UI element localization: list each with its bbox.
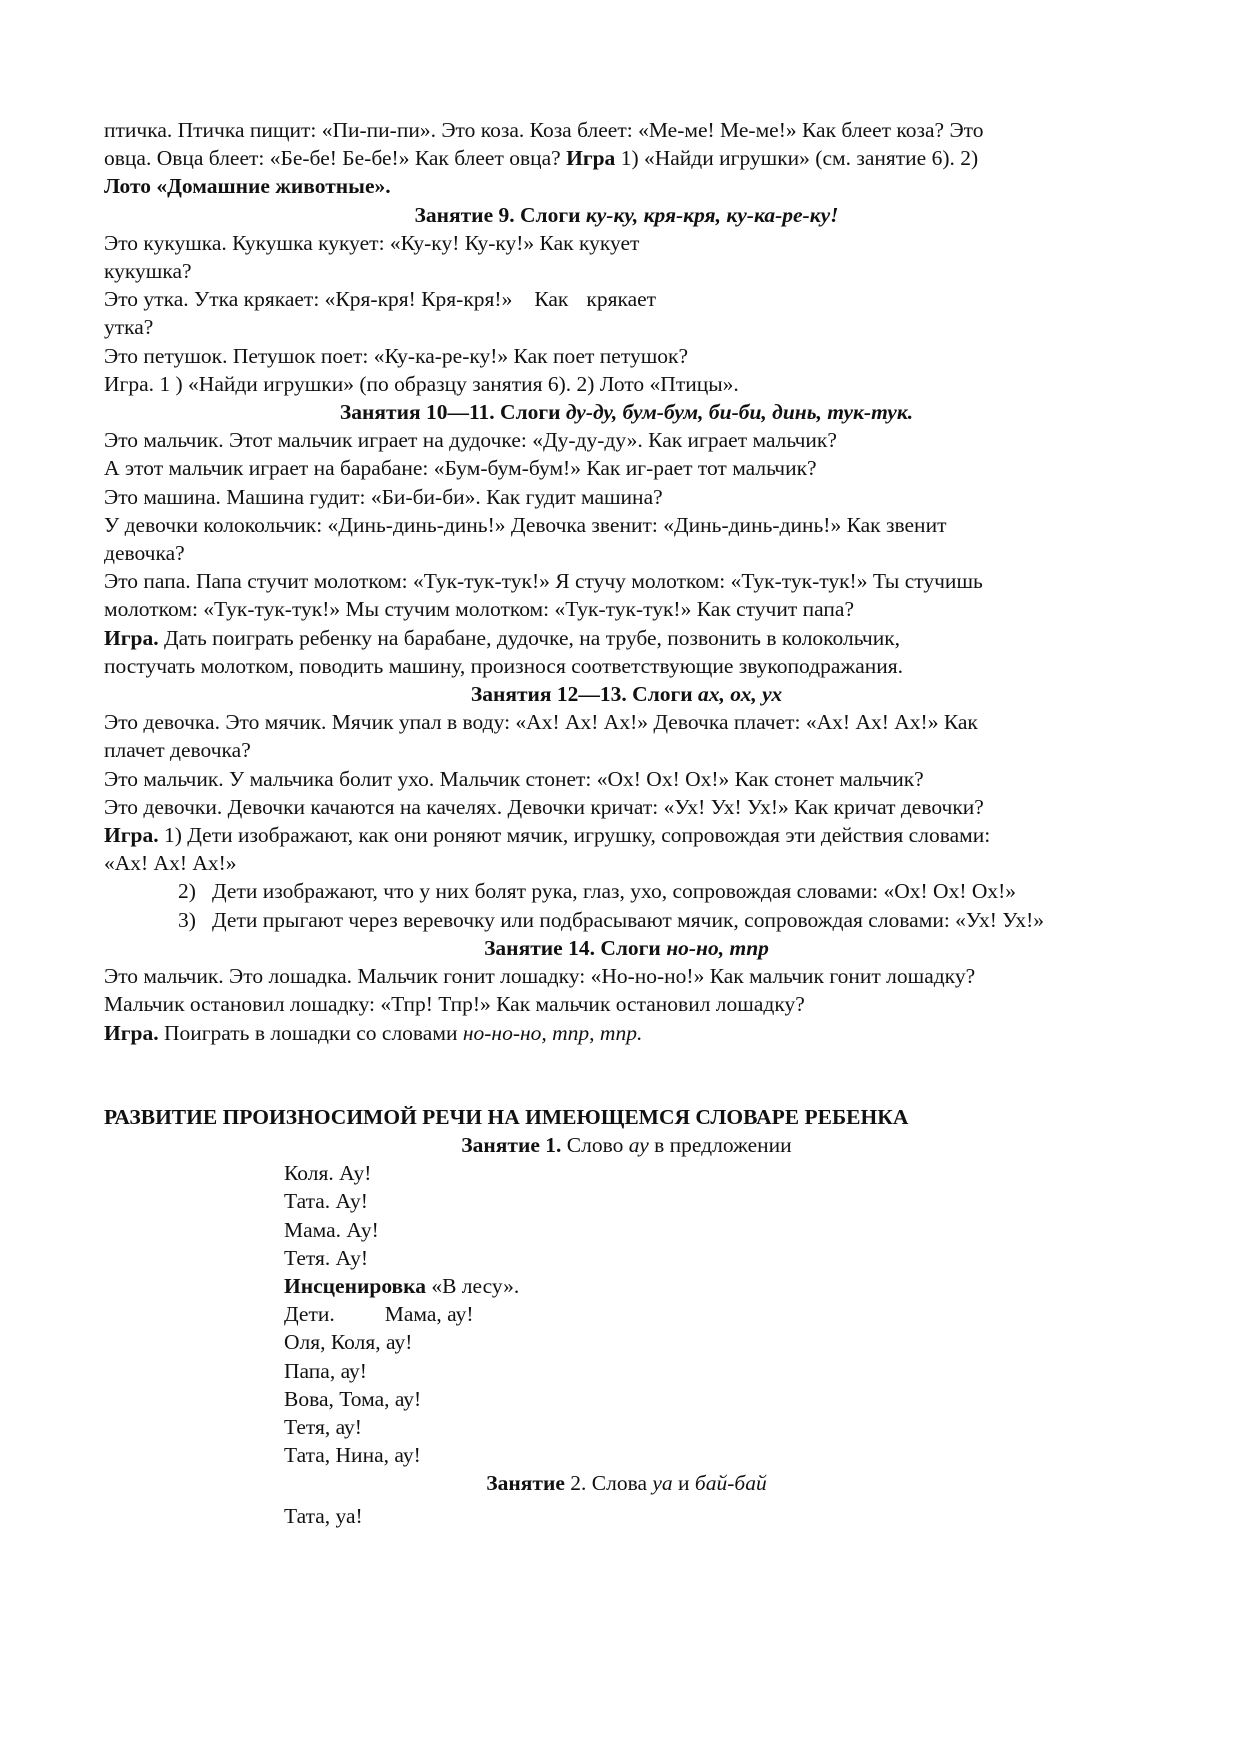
- text: «В лесу».: [431, 1273, 520, 1298]
- game-label: Игра.: [104, 625, 159, 650]
- heading-syllables: ах, ох, ух: [698, 682, 783, 707]
- heading-text: Занятия 10—11. Слоги: [339, 400, 561, 425]
- dialogue-line: Тата, уа!: [284, 1503, 363, 1528]
- word: ау: [628, 1132, 649, 1157]
- game-label: Игра.: [104, 823, 159, 848]
- paragraph: Это петушок. Петушок поет: «Ку-ка-ре-ку!» Как поет петушок?: [104, 343, 688, 368]
- paragraph: А этот мальчик играет на барабане: «Бум-бум-бум!» Как иг-рает тот мальчик?: [104, 456, 817, 481]
- staging-label: Инсценировка: [284, 1273, 426, 1298]
- heading-syllables: но-но, тпр: [666, 935, 769, 960]
- item-text: Дети прыгают через веревочку или подбрасывают мячик, сопровождая словами: «Ух! Ух!»: [212, 907, 1045, 932]
- heading-text: Занятие 14. Слоги: [484, 935, 661, 960]
- dialogue-block: [104, 1159, 1149, 1469]
- game-label: Игра: [566, 146, 616, 171]
- paragraph: девочка?: [104, 541, 185, 566]
- lesson-heading: [104, 934, 1149, 962]
- dialogue-line: Коля. Ау!: [284, 1161, 372, 1186]
- lesson-heading: [104, 680, 1149, 708]
- text: 1) Дети изображают, как они роняют мячик, игрушку, сопровождая эти действия словами:: [163, 823, 991, 848]
- item-number: 3): [178, 907, 196, 932]
- numbered-item: [104, 877, 1149, 905]
- heading-syllables: ду-ду, бум-бум, би-би, динь, тук-тук.: [565, 400, 914, 425]
- dialogue-line: Тетя. Ау!: [284, 1245, 368, 1270]
- paragraph: Мальчик остановил лошадку: «Тпр! Тпр!» Как мальчик остановил лошадку?: [104, 992, 805, 1017]
- staging-line: [284, 1272, 1149, 1300]
- paragraph: [104, 821, 1149, 849]
- paragraph: Это мальчик. У мальчика болит ухо. Мальчик стонет: «Ох! Ох! Ох!» Как стонет мальчик?: [104, 766, 924, 791]
- text: в предложении: [654, 1132, 792, 1157]
- speaker: Дети.: [284, 1302, 335, 1327]
- paragraph: кукушка?: [104, 259, 192, 284]
- paragraph: утка?: [104, 315, 154, 340]
- document-page: [104, 116, 1149, 1530]
- dialogue-block: [104, 1502, 1149, 1530]
- heading-text: Занятия 12—13. Слоги: [470, 682, 693, 707]
- paragraph: Это девочки. Девочки качаются на качелях. Девочки кричат: «Ух! Ух! Ух!» Как кричат девочки?: [104, 794, 984, 819]
- game-label: Игра.: [104, 1020, 159, 1045]
- paragraph: [104, 285, 1149, 313]
- paragraph: [104, 144, 1149, 172]
- paragraph: [104, 1019, 1149, 1047]
- paragraph: У девочки колокольчик: «Динь-динь-динь!» Девочка звенит: «Динь-динь-динь!» Как звенит: [104, 512, 947, 537]
- dialogue-line: Оля, Коля, ау!: [284, 1330, 413, 1355]
- numbered-item: [104, 906, 1149, 934]
- item-text: Дети изображают, что у них болят рука, глаз, ухо, сопровождая словами: «Ох! Ох! Ох!»: [212, 879, 1017, 904]
- paragraph: Игра. 1 ) «Найди игрушки» (по образцу занятия 6). 2) Лото «Птицы».: [104, 371, 739, 396]
- text: и: [678, 1471, 690, 1496]
- paragraph: Это девочка. Это мячик. Мячик упал в воду: «Ах! Ах! Ах!» Девочка плачет: «Ах! Ах! Ах!» Как: [104, 710, 978, 735]
- paragraph: Это мальчик. Это лошадка. Мальчик гонит лошадку: «Но-но-но!» Как мальчик гонит лошадку?: [104, 964, 976, 989]
- paragraph: Это машина. Машина гудит: «Би-би-би». Как гудит машина?: [104, 484, 663, 509]
- lesson-heading: [104, 1131, 1149, 1159]
- lesson-heading: [104, 398, 1149, 426]
- paragraph: постучать молотком, поводить машину, произнося соответствующие звукоподражания.: [104, 653, 904, 678]
- paragraph: Это мальчик. Этот мальчик играет на дудочке: «Ду-ду-ду». Как играет мальчик?: [104, 428, 837, 453]
- dialogue-line: Тетя, ау!: [284, 1414, 362, 1439]
- text: крякает: [586, 287, 657, 312]
- paragraph: плачет девочка?: [104, 738, 251, 763]
- paragraph: Это папа. Папа стучит молотком: «Тук-тук-тук!» Я стучу молотком: «Тук-тук-тук!» Ты стучишь: [104, 569, 983, 594]
- lesson-heading: [104, 201, 1149, 229]
- heading-text: Занятие 1.: [461, 1132, 562, 1157]
- dialogue-line: Вова, Тома, ау!: [284, 1386, 422, 1411]
- dialogue-line: Тата. Ау!: [284, 1189, 368, 1214]
- text: Это утка. Утка крякает: «Кря-кря! Кря-кря!»: [104, 287, 513, 312]
- paragraph: молотком: «Тук-тук-тук!» Мы стучим молотком: «Тук-тук-тук!» Как стучит папа?: [104, 597, 854, 622]
- paragraph: птичка. Птичка пищит: «Пи-пи-пи». Это коза. Коза блеет: «Ме-ме! Ме-ме!» Как блеет коза? Это: [104, 118, 984, 142]
- lesson-heading: [104, 1469, 1149, 1497]
- text: Слово: [566, 1132, 624, 1157]
- section-title: РАЗВИТИЕ ПРОИЗНОСИМОЙ РЕЧИ НА ИМЕЮЩЕМСЯ СЛОВАРЕ РЕБЕНКА: [104, 1104, 909, 1129]
- item-number: 2): [178, 879, 196, 904]
- text: Мама, ау!: [384, 1302, 474, 1327]
- paragraph: Лото «Домашние животные».: [104, 174, 391, 199]
- heading-syllables: ку-ку, кря-кря, ку-ка-ре-ку!: [585, 202, 839, 227]
- paragraph: [104, 624, 1149, 652]
- word: уа: [652, 1471, 673, 1496]
- text: 2. Слова: [570, 1471, 647, 1496]
- syllables: но-но-но, тпр, тпр.: [462, 1020, 643, 1045]
- heading-text: Занятие 9. Слоги: [414, 202, 581, 227]
- text: Поиграть в лошадки со словами: [163, 1020, 458, 1045]
- text: Как: [534, 287, 569, 312]
- paragraph: Это кукушка. Кукушка кукует: «Ку-ку! Ку-ку!» Как кукует: [104, 230, 640, 255]
- dialogue-line: Мама. Ау!: [284, 1217, 379, 1242]
- text: 1) «Найди игрушки» (см. занятие 6). 2): [620, 146, 979, 171]
- dialogue-line: [284, 1300, 1149, 1328]
- dialogue-line: Тата, Нина, ау!: [284, 1443, 421, 1468]
- text: овца. Овца блеет: «Бе-бе! Бе-бе!» Как блеет овца?: [104, 146, 561, 171]
- heading-text: Занятие: [486, 1471, 565, 1496]
- paragraph: «Ах! Ах! Ах!»: [104, 851, 237, 876]
- dialogue-line: Папа, ау!: [284, 1358, 367, 1383]
- word: бай-бай: [694, 1471, 767, 1496]
- text: Дать поиграть ребенку на барабане, дудочке, на трубе, позвонить в колокольчик,: [163, 625, 901, 650]
